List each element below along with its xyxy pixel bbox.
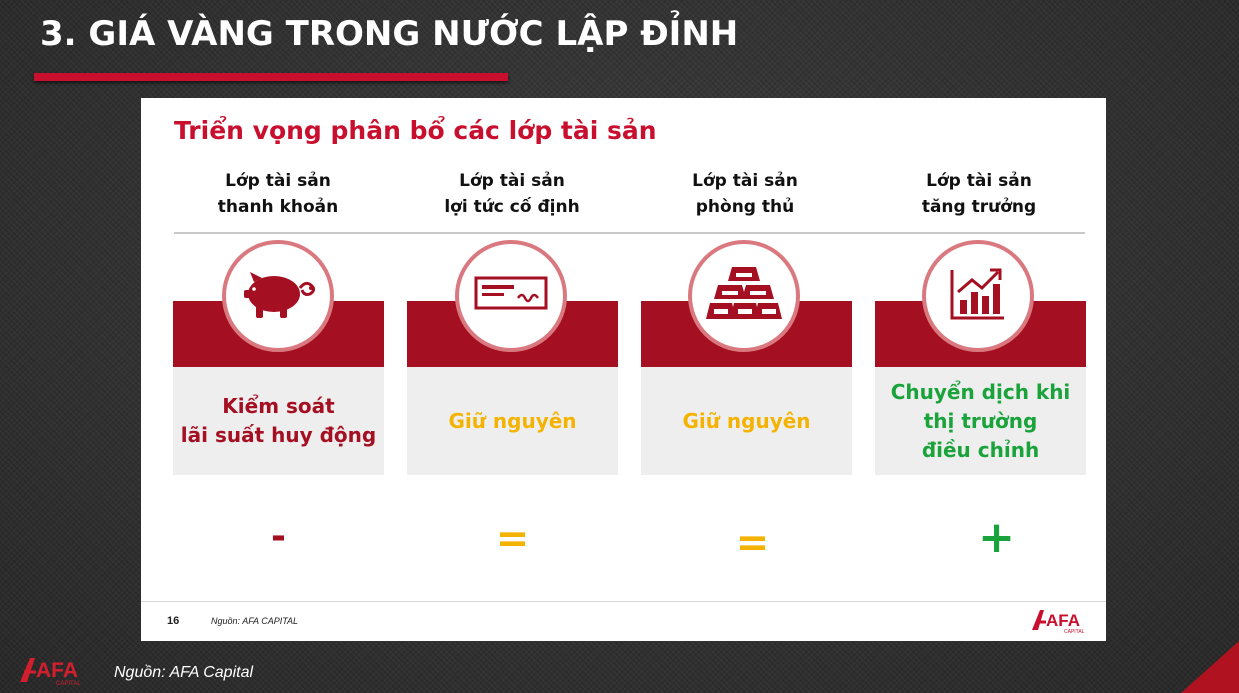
- piggy-bank-icon: [240, 266, 316, 327]
- footer-divider: [141, 601, 1106, 602]
- column-header-line: thanh khoản: [217, 197, 339, 217]
- bond-certificate-icon: [474, 274, 548, 319]
- outlook-box-liquidity: [173, 367, 384, 475]
- outlook-box-growth: [875, 367, 1086, 475]
- column-header-growth: [874, 168, 1084, 220]
- slide-title: 3. GIÁ VÀNG TRONG NƯỚC LẬP ĐỈNH: [40, 14, 739, 54]
- header-divider: [174, 232, 1085, 234]
- page-number: 16: [167, 615, 180, 627]
- outlook-sign-plus: +: [978, 512, 1015, 563]
- outlook-line: lãi suất huy động: [180, 423, 377, 447]
- logo-text: AFA: [1046, 611, 1080, 630]
- panel-heading: Triển vọng phân bổ các lớp tài sản: [174, 116, 657, 145]
- column-header-line: Lớp tài sản: [926, 171, 1032, 191]
- outlook-line: Giữ nguyên: [448, 408, 577, 433]
- column-header-line: phòng thủ: [695, 197, 795, 217]
- corner-accent: [1181, 641, 1239, 693]
- afa-logo: [18, 656, 92, 691]
- column-header-line: Lớp tài sản: [692, 171, 798, 191]
- column-header-fixed-income: [407, 168, 617, 220]
- column-header-line: lợi tức cố định: [444, 197, 580, 217]
- icon-circle: [455, 240, 567, 352]
- column-header-liquidity: [173, 168, 383, 220]
- outlook-box-defensive: [641, 367, 852, 475]
- column-header-line: Lớp tài sản: [225, 171, 331, 191]
- outlook-line: Chuyển dịch khi: [890, 379, 1071, 404]
- column-header-defensive: [640, 168, 850, 220]
- outlook-sign-equal: =: [495, 516, 530, 562]
- outlook-line: Giữ nguyên: [682, 408, 811, 433]
- title-underline: [34, 73, 508, 81]
- icon-circle: [688, 240, 800, 352]
- outlook-sign-equal: =: [735, 520, 770, 566]
- logo-subtext: CAPITAL: [56, 681, 81, 686]
- column-header-line: tăng trưởng: [921, 197, 1037, 217]
- outlook-sign-minus: -: [271, 516, 286, 557]
- gold-bars-icon: [706, 265, 782, 328]
- icon-circle: [922, 240, 1034, 352]
- content-panel: [141, 98, 1106, 641]
- outlook-box-fixed-income: [407, 367, 618, 475]
- logo-text: AFA: [36, 659, 78, 682]
- outlook-line: thị trường: [923, 408, 1038, 433]
- outlook-line: Kiểm soát: [222, 394, 335, 418]
- outlook-line: điều chỉnh: [921, 437, 1040, 462]
- footer-source-note: Nguồn: AFA Capital: [114, 664, 254, 681]
- logo-subtext: CAPITAL: [1064, 629, 1085, 634]
- panel-source-note: Nguồn: AFA CAPITAL: [211, 616, 299, 626]
- column-header-line: Lớp tài sản: [459, 171, 565, 191]
- afa-logo-small: [1030, 608, 1092, 639]
- icon-circle: [222, 240, 334, 352]
- growth-chart-icon: [948, 266, 1008, 327]
